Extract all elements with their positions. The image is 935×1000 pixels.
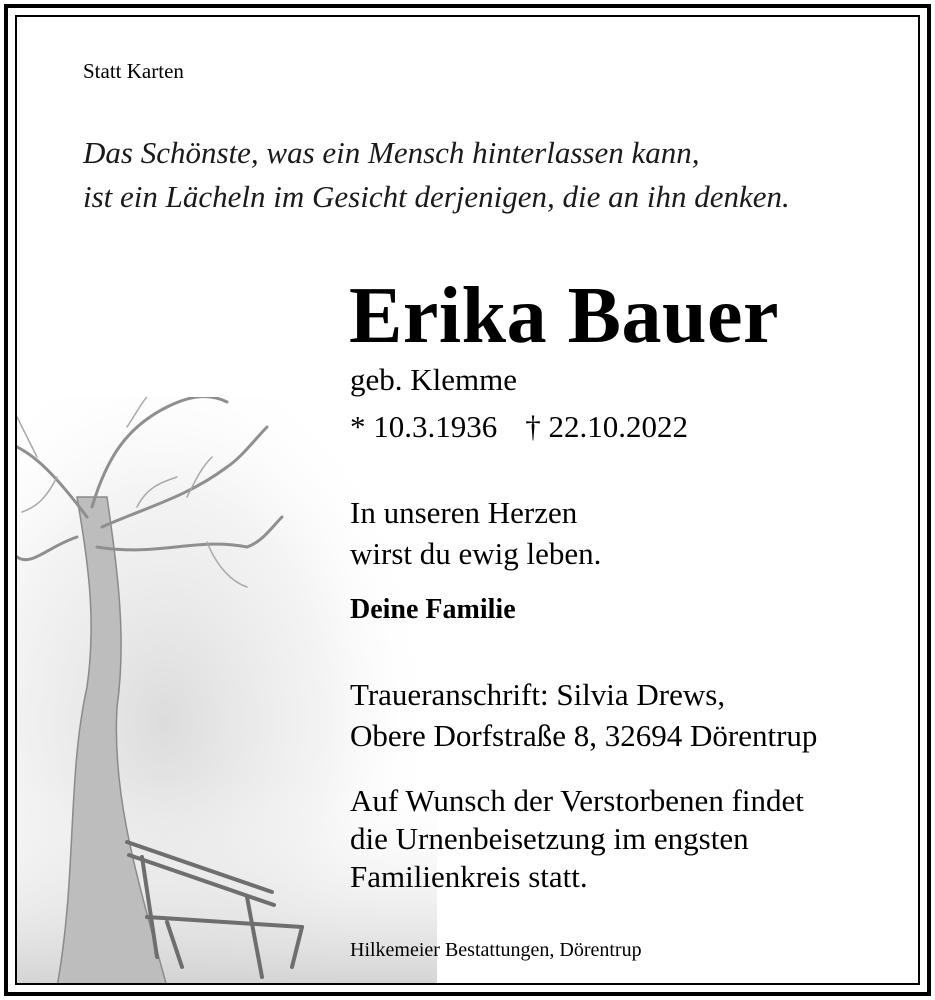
deceased-name: Erika Bauer (349, 272, 779, 360)
life-dates (350, 409, 688, 445)
family-signature: Deine Familie (350, 594, 516, 625)
death-date: † 22.10.2022 (525, 409, 688, 444)
statt-karten-label: Statt Karten (83, 59, 184, 83)
wish-line-1: Auf Wunsch der Verstorbenen findet (350, 783, 804, 818)
message-line-2: wirst du ewig leben. (350, 536, 602, 571)
funeral-home-credit: Hilkemeier Bestattungen, Dörentrup (350, 939, 642, 961)
mourning-address-line-1: Traueranschrift: Silvia Drews, (350, 677, 726, 712)
wish-line-2: die Urnenbeisetzung im engsten (350, 821, 749, 856)
quote-line-1: Das Schönste, was ein Mensch hinterlassen kann, (83, 135, 700, 170)
quote-line-2: ist ein Lächeln im Gesicht derjenigen, die an ihn denken. (83, 179, 790, 214)
message-line-1: In unseren Herzen (350, 495, 578, 530)
birth-date: * 10.3.1936 (350, 409, 498, 444)
maiden-name: geb. Klemme (350, 362, 518, 397)
obituary-card (15, 15, 920, 985)
mourning-address-line-2: Obere Dorfstraße 8, 32694 Dörentrup (350, 718, 818, 753)
wish-line-3: Familienkreis statt. (350, 859, 588, 894)
